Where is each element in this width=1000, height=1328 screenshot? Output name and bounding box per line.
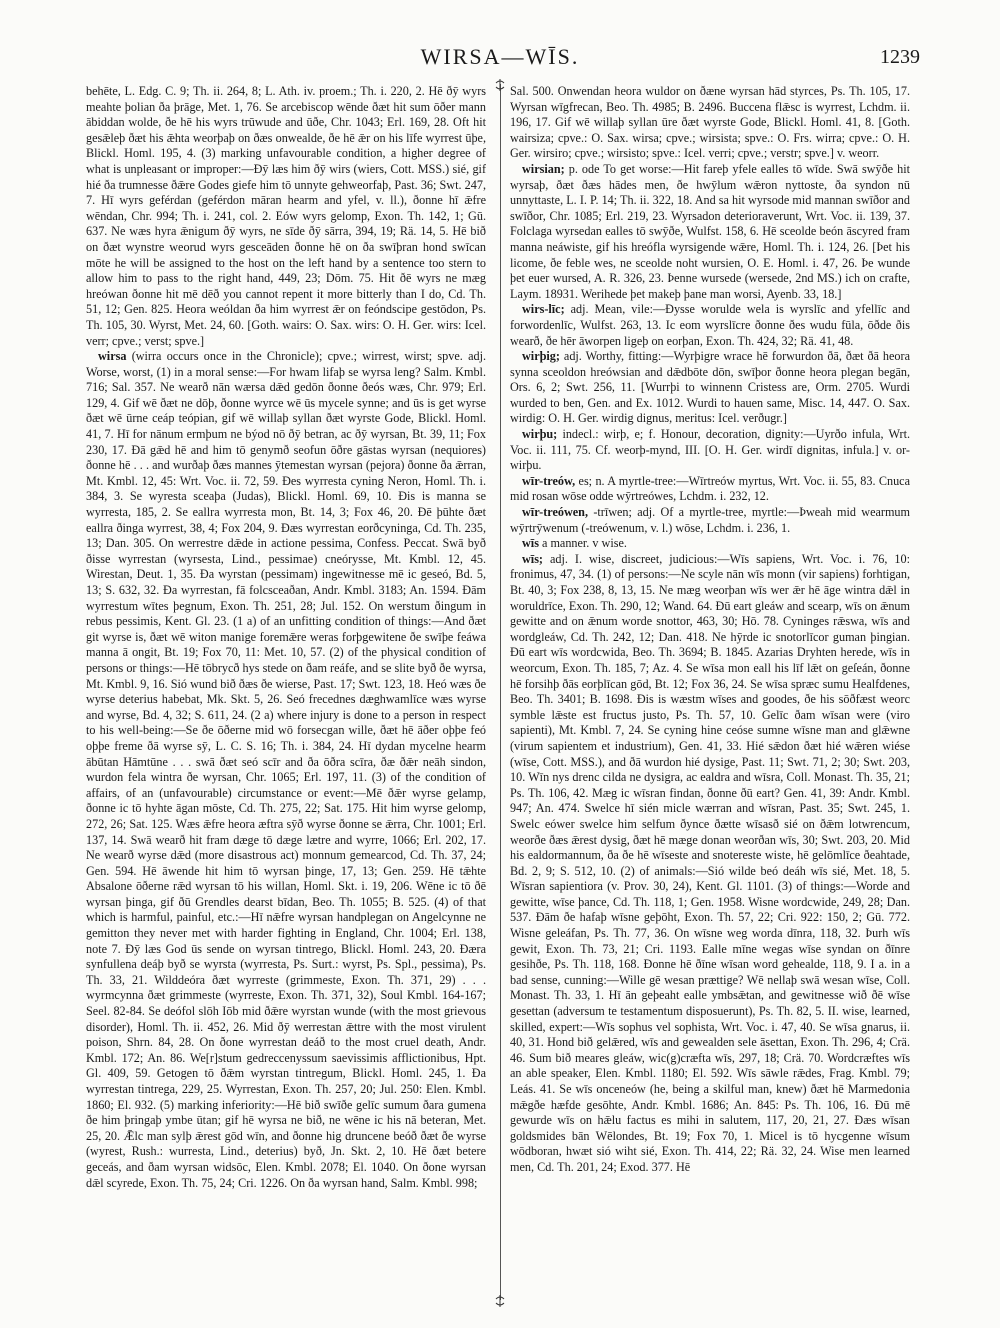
dictionary-entry: [510, 162, 910, 302]
divider-ornament-top-icon: [494, 78, 506, 92]
entry-text: p. ode To get worse:—Hit fareþ yfele ealles tō wīde. Swā swȳðe hit wyrsaþ, ðæt ðæs hādes men, ðe hwȳlum wǣron nyttoste, ða syndon nū unnyttaste, L. I. P. 14; Th. ii. 322, 18. And sa hit wyrsode mid mannan swīðor and swīðor, Chr. 1085; Erl. 219, 23. Wyrsadon deterioraverunt, Wrt. Voc. ii. 139, 37. Folclaga wyrsedan ealles tō swȳðe, Wulfst. 158, 6. Hē sceolde beón āscyred fram manna neáwiste, gif his hreófla wyrsigende wǣre, Homl. Th. i. 124, 26. [Þet his licome, ðe feble wes, ne sceolde noht wursien, O. E. Homl. i. 47, 26. Þe wunde þet euer wursed, A. R. 326, 23. Þenne wursede (wersede, 2nd MS.) ich on crafte, Laym. 18931. Werihede þet makeþ þane man worsi, Ayenb. 33, 18.]: [510, 161, 910, 301]
right-column: [510, 84, 910, 1300]
left-column: [86, 84, 486, 1300]
continued-entry: [510, 84, 910, 162]
entry-text: adj. Mean, vile:—Ðysse worulde wela is wyrslīc and yfellīc and forwordenlīc, Wulfst. 263, 13. Ic eom wyrslīcre ðonne ðes wudu fūla, ōðde ðis wearð, ðe hēr āworpen ligeþ on eorþan, Exon. Th. 424, 32; Rä. 41, 48.: [510, 302, 910, 348]
column-divider: [500, 84, 501, 1300]
dictionary-entry: [510, 552, 910, 1176]
entry-text: behēte, L. Edg. C. 9; Th. ii. 264, 8; L. Ath. iv. proem.; Th. i. 220, 2. Hē ðȳ wyrs meahte þolian ða þrāge, Met. 1, 76. Se arcebiscop wēnde ðæt hit sum ōðer mann ābiddan wolde, ðe hē his wyrs trūwude and ūðe, Chr. 1043; Erl. 169, 28. Oft hit gesǣleþ ðæt his ǣhta weorþaþ on ðæs onwealde, ðe hē ǣr on his līfe wyrrest ūþe, Blickl. Homl. 195, 4. (3) marking unfavourable condition, a higher degree of what is unpleasant or improper:—Ðȳ læs him ðȳ wirs (wiers, Cott. MSS.) sié, gif hié ða trumnesse ðǣre Godes giefe him tō unnyte gehweorfaþ, Past. 36; Swt. 247, 7. Hī wyrs geférdan (geférdon māran hearm and yfel, v. ll.), ðonne hī ǣfre wēndan, Chr. 994; Th. i. 241, col. 2. Eów wyrs gelomp, Exon. Th. 142, 1; Gū. 637. Ne wæs hyra ǣnigum ðȳ wyrs, ne sīde ðȳ sārra, 394, 19; Rä. 14, 5. Hē bið on ðæt wynstre weorud wyrs gesceāden ðonne hē on ða swīþran hond swīcan mōte he will be assigned to the host on the left hand by a sentence too stern to allow him to pass to the right hand, 449, 23; Dōm. 75. Hit ðē wyrs ne mæg hreówan ðonne hit mē dēð you cannot repent it more bitterly than I do, Cd. Th. 51, 12; Gen. 825. Heora weóldan ða him wyrrest ǣr on feóndscipe gestōdon, Ps. Th. 105, 30. Wyrst, Met. 24, 60. [Goth. wairs: O. Sax. wirs: O. H. Ger. wirs: Icel. verr; cpve.; verst; spve.]: [86, 84, 486, 348]
entry-headword: wirsian;: [522, 161, 565, 176]
entry-headword: wīs: [522, 536, 539, 551]
entry-headword: wirþu;: [522, 427, 558, 442]
entry-text: es; n. A myrtle-tree:—Wīrtreów myrtus, Wrt. Voc. ii. 55, 83. Cnuca mid rosan wōse odde wȳrtreówes, Lchdm. i. 232, 12.: [510, 473, 910, 504]
continued-entry: [86, 84, 486, 349]
page-number: 1239: [880, 46, 920, 68]
page-header: [80, 40, 920, 76]
dictionary-entry: [510, 427, 910, 474]
entry-headword: wīr-treówen,: [522, 505, 588, 520]
dictionary-entry: [510, 474, 910, 505]
entry-text: a manner. v wise.: [541, 536, 627, 551]
divider-ornament-bottom-icon: [494, 1294, 506, 1308]
entry-text: adj. Worthy, fitting:—Wyrþigre wrace hē forwurdon ðā, ðæt ðā heora synna sceoldon hreówsian and dǣdbōte dōn, swīþor ðonne heora plegan begān, Ors. 6, 2; Swt. 256, 11. [Wurrþi to winnenn Cristess are, Orm. 2705. Wurdi wurded to ben, Gen. and Ex. 1012. Wurdi to hauen same, Misc. 14, 447. O. Sax. wirdig: O. H. Ger. wirdig dignus, meritus: Icel. verðugr.]: [510, 349, 910, 426]
dictionary-entry: [510, 349, 910, 427]
entry-text: adj. I. wise, discreet, judicious:—Wīs sapiens, Wrt. Voc. i. 76, 10: fronimus, 47, 34. (1) of persons:—Ne scyle nān wīs monn (vir sapiens) forhtigan, Bt. 40, 3; Fox 238, 8, 13, 15. Ne mæg weorþan wīs wer ǣr hē āge wintra dǣl in woruldrīce, Exon. Th. 290, 12; Wand. 64. Ðū eart gleáw and scearp, wīs on ǣnum gewitte and on ǣnum worde snottor, 463, 30; Hō. 78. Cyninges rǣswa, wīs and wordgleáw, Cd. Th. 242, 12; Dan. 418. Ne hȳrde ic snotorlīcor guman þingian. Ðū eart wīs wordcwida, Beo. Th. 3694; B. 1845. Azarias Dryhten herede, wīs in weorcum, Exon. Th. 185, 7; Az. 4. Se wīsa mon eall his līf lǣt on geſeán, ðonne hē forsihþ ðās eorþlīcan gōd, Bt. 12; Fox 36, 24. Se wīsa spræc sumu Healfdenes, Beo. Th. 3401; B. 1698. Ðis is wæstm wīses and goodes, ðe his sōðfæst weorc symble lǣste est fructus justo, Ps. Th. 57, 10. Gelīc ðam wīsan were (viro sapienti), Mt. Kmbl. 7, 24. Se cyning hine ceóse sumne wīsne man and glǣwne (virum sapientem et industrium), Gen. 41, 33. Hié sǣdon ðæt hié wǣren wiése (wīse, Cott. MSS.), and ðā wurdon hié dysige, Past. 11; Swt. 71, 2; 30; Swt. 203, 10. Wīn nys drenc cilda ne dysigra, ac ealdra and wīsra, Coll. Monast. Th. 35, 21; Ps. Th. 106, 42. Mæg ic wīsran findan, ðonne ðū eart? Gen. 41, 39: Andr. Kmbl. 947; An. 474. Swelce hī sién micle wærran and wīsran, Past. 35; Swt. 245, 1. Swelc eówer swelce him selfum ðynce ðætte wīsasð sié on ðǣm lotwrencum, weorðe ðæs ǣrest dysig, ðæt hē mæge donan weorðan wīs, 30; Swt. 203, 20. Mid his ealdormannum, ða ðe hē wīseste and snotereste wiste, hē gelōmlīce ðeahtade, Bd. 2, 9; S. 512, 10. (2) of animals:—Sió wilde beó deáh wīs sié, Met. 18, 5. Wīsran sapientiora (v. Prov. 30, 24), Kent. Gl. 1101. (3) of things:—Worde and gewitte, wīse þance, Cd. Th. 118, 1; Gen. 1958. Wisne wordcwide, 249, 28; Dan. 537. Ðām ðe hafaþ wīsne geþōht, Exon. Th. 57, 22; Cri. 922: 150, 2; Gū. 772. Wisne geleáfan, Ps. Th. 77, 36. On wīsne weg worda dīnra, 118, 32. Þurh wīs gewit, Exon. Th. 73, 21; Cri. 1193. Ealle mīne wegas wīse syndan on ðīnre gesihðe, Ps. Th. 118, 168. Ðonne hē ðīne wīsan word gehealde, 118, 9. I a. in a bad sense, cunning:—Wille gē wesan prættige? Wē nellaþ swā wesan wīse, Coll. Monast. Th. 33, 1. Hī ān geþeaht ealle ymbsǣtan, and gewitnesse wið ðē wīse gesettan (adversum te testamentum disposuerunt), Ps. Th. 82, 5. II. wise, learned, skilled, expert:—Wīs sophus vel sophista, Wrt. Voc. i. 47, 40. Se wīsa gnarus, ii. 40, 31. Hond bið gelǣred, wīs and gewealden sele āsettan, Exon. Th. 296, 4; Crä. 46. Sum bið meares gleáw, wic(g)cræfta wīs, 297, 18; Crä. 70. Wordcræftes wīs an able speaker, Elen. Kmbl. 1180; El. 592. Wīs sāwle rǣdes, Frag. Kmbl. 79; Leás. 41. Se wīs onceneów (he, being a skilful man, knew) ðæt hē Marmedonia mǣgðe hæfde gesōhte, Andr. Kmbl. 1686; An. 845: Ps. Th. 106, 16. Ðū mē gewurde wīs on hǣlu factus es mihi in salutem, 117, 20, 21, 27. Ðæs wīsan goldsmides bān Wēlondes, Bt. 19; Fox 70, 1. Micel is tō hycgenne wīsum wōdboran, hwæt sió wiht sié, Exon. Th. 414, 22; Rä. 32, 24. Wise men learned men, Cd. Th. 201, 24; Exod. 377. Hē: [510, 551, 910, 1174]
dictionary-entry: [510, 302, 910, 349]
running-title: WIRSA—WĪS.: [420, 44, 580, 69]
entry-headword: wīr-treów,: [522, 473, 576, 488]
entry-headword: wirsa: [98, 349, 127, 364]
entry-text: Sal. 500. Onwendan heora wuldor on ðæne wyrsan hād styrces, Ps. Th. 105, 17. Wyrsan wīgfrecan, Beo. Th. 4985; B. 2496. Buccena flǣsc is wyrrest, Lchdm. ii. 196, 17. Gif wē willaþ syllan ūre ðæt wyrste Gode, Blickl. Homl. 41, 8. [Goth. wairsiza; cpve.: O. Sax. wirsa; cpve.; wirsista; spve.: O. Frs. wirra; cpve.: O. H. Ger. wirsiro; cpve.; wirsisto; spve.: Icel. verri; cpve.; verstr; spve.] v. weorr.: [510, 84, 910, 161]
dictionary-entry: [86, 349, 486, 1191]
entry-text: (wirra occurs once in the Chronicle); cpve.; wirrest, wirst; spve. adj. Worse, worst, (1) in a moral sense:—For hwam lifaþ se wyrsa leng? Salm. Kmbl. 716; Sal. 357. Ne wearð nān wærsa dǣd gedōn ðonne ðeós wæs, Chr. 979; Erl. 129, 4. Gif wē ðæt ne dōþ, ðonne wyrce wē ūs mycele synne; and ūs is get wyrse ðæt wē ūrne ceáp teópian, gif wē willaþ syllan ðæt wyrste Gode, Blickl. Homl. 41, 7. Hī for nānum ermþum ne býod nō ðȳ betran, ac ðȳ wyrsan, Bt. 39, 11; Fox 230, 17. Ðā gǣd hē and him tō genymð seofun ōðre gāstas wyrsan (nequiores) ðonne hē . . . and wurðaþ ðæs mannes ȳtemestan wyrsan (pejora) ðonne ða ǣrran, Mt. Kmbl. 12, 45: Wrt. Voc. ii. 72, 59. Ðes wyrresta cyning Neron, Homl. Th. i. 384, 3. Se wyresta sceaþa (Judas), Blickl. Homl. 69, 10. Ðis is manna se wyrresta, 185, 2. Se eallra wyrresta mon, Bt. 14, 3; Fox 46, 20. Ðē þūhte ðæt eallra ðinga wyrrest, 38, 4; Fox 204, 9. Ðæs wyrrestan eorðcyninga, Cd. Th. 235, 13; Dan. 305. On werrestre dǣde in actione pessima, Confess. Peccat. Swā byð ðisse wyrrestan (wyrsesta, Lind., pessimae) cneórysse, Mt. Kmbl. 12, 45. Wirestan, Deut. 1, 35. Ða wyrstan (pessimam) ingewitnesse mē ic geseó, Bd. 5, 13; S. 632, 32. Ða wyrrestan, fā folcsceaðan, Andr. Kmbl. 3183; An. 1594. Ðām wyrrestum wītes þegnum, Exon. Th. 251, 28; Jul. 152. On werstum ðingum in rebus pessimis, Kent. Gl. 23. (1 a) of an unfitting condition of things:—And ðæt git wyrse is, ðæt wē witon manige foremǣre weras forþgewitene ðe swīþe feáwa manna ā ongit, Bt. 19; Fox 70, 11: Met. 10, 57. (2) of the physical condition of persons or things:—Hē tōbrycð hys stede on ðam reáfe, and se slite byð ðe wyrsa, Mt. Kmbl. 9, 16. Sió wund bið ðæs ðe wierse, Past. 17; Swt. 123, 18. Heó wæs ðe wyrse deterius habebat, Mk. Skt. 5, 26. Seó frecednes dæghwamlīce wæs wyrse and wyrse, Bd. 4, 32; S. 611, 24. (2 a) where injury is done to a person in respect to his well-being:—Se ðe ōðerne mid wō forsecgan wille, ðæt hē āðer oþþe feó oþþe fremе ðā wyrse sȳ, L. C. S. 16; Th. i. 384, 24. Hī dydan mycelne hearm ābūtan Hāmtūne . . . swā ðæt seó scīr and ða ōðra scīra, ðæ ðǣr neāh sindon, wurdon fela wintra ðe wyrsan, Chr. 1065; Erl. 197, 11. (3) of the condition of affairs, of an (unfavourable) circumstance or event:—Mē ðǣr wyrse gelamp, ðonne ic tō hyhte āgan mōste, Cd. Th. 275, 22; Sat. 175. Hit him wyrse gelomp, 272, 26; Sat. 125. Wæs ǣfre heora æftra sȳð wyrse ðonne se ǣrra, Chr. 1001; Erl. 137, 14. Swā wearð hit fram dæge tō dæge lætre and wyrre, 1066; Erl. 202, 17. Ne wearð wyrse dǣd (more disastrous act) monnum gemearcod, Cd. Th. 37, 24; Gen. 594. Hē āwende hit him tō wyrsan þinge, 17, 13; Gen. 259. Hē tǣhte Absalone ōðerne rǣd wyrsan tō his willan, Homl. Skt. i. 19, 206. Wēne ic tō ðē wyrsan þinga, gif ðū Grendles dearst bīdan, Beo. Th. 1055; B. 525. (4) of that which is harmful, painful, etc.:—Hī nǣfre wyrsan handplegan on Angelcynne ne gemitton they never met with harder fighting in England, Chr. 1004; Erl. 138, note 7. Ðȳ læs God ūs sende on wyrsan tintrego, Blickl. Homl. 243, 20. Ðæra synfullena deáþ byð se wyrsta (wyrresta, Ps. Surt.: wyrst, Ps. Spl., pessima), Ps. Th. 33, 21. Wilddeóra ðæt wyrreste (grimmeste, Exon. Th. 371, 29) . . . wyrmcynna ðæt grimmeste (wyrreste, Exon. Th. 371, 32), Soul Kmbl. 164-167; Seel. 82-84. Se deófol slōh Iōb mid ðǣre wyrstan wunde (with the most grievous disorder), Homl. Th. ii. 452, 26. Mid ðȳ werrestan ǣttre with the most virulent poison, Shrn. 84, 28. On ðone wyrrestan deáð to the most cruel death, Andr. Kmbl. 172; An. 86. We[r]stum gedreccenyssum saevissimis afflictionibus, Hpt. Gl. 409, 59. Getogen tō ðǣm wyrstan tintregum, Blickl. Homl. 245, 1. Ða wyrrestan tintrega, 229, 25. Wyrrestan, Exon. Th. 257, 20; Jul. 250: Elen. Kmbl. 1860; El. 932. (5) marking inferiority:—Hē bið swīðe gelīc sumum ðara gumena ðe him þringaþ ymbe ūtan; gif hē wyrsa ne bið, ne wēne ic his nā beteran, Met. 25, 20. Ǣlc man sylþ ǣrest gōd wīn, and ðonne hig druncene beóð ðæt ðe wyrse (wyrest, Rush.: wurresta, Lind., deterius) byð, Jn. Skt. 2, 10. Hē ðæt betere geceás, and ðam wyrsan widsōc, Elen. Kmbl. 2078; El. 1040. On ðone wyrsan dǣl scyrede, Exon. Th. 75, 24; Cri. 1226. On ða wyrsan hand, Salm. Kmbl. 998;: [86, 349, 486, 1190]
entry-text: indecl.: wirþ, e; f. Honour, decoration, dignity:—Uyrðo infula, Wrt. Voc. ii. 111, 75. Cf. weorþ-mynd, III. [O. H. Ger. wirdī dignitas, infula.] v. or-wirþu.: [510, 427, 910, 473]
entry-headword: wirþig;: [522, 349, 560, 364]
text-columns: [86, 84, 918, 1300]
dictionary-entry: [510, 536, 910, 552]
entry-headword: wirs-līc;: [522, 302, 565, 317]
entry-text: -trīwen; adj. Of a myrtle-tree, myrtle:—Þweah mid wearmum wȳrtrȳwenum (-treówenum, v. l.) wōse, Lchdm. i. 236, 1.: [510, 505, 910, 535]
dictionary-entry: [510, 505, 910, 536]
entry-headword: wīs;: [522, 551, 543, 566]
